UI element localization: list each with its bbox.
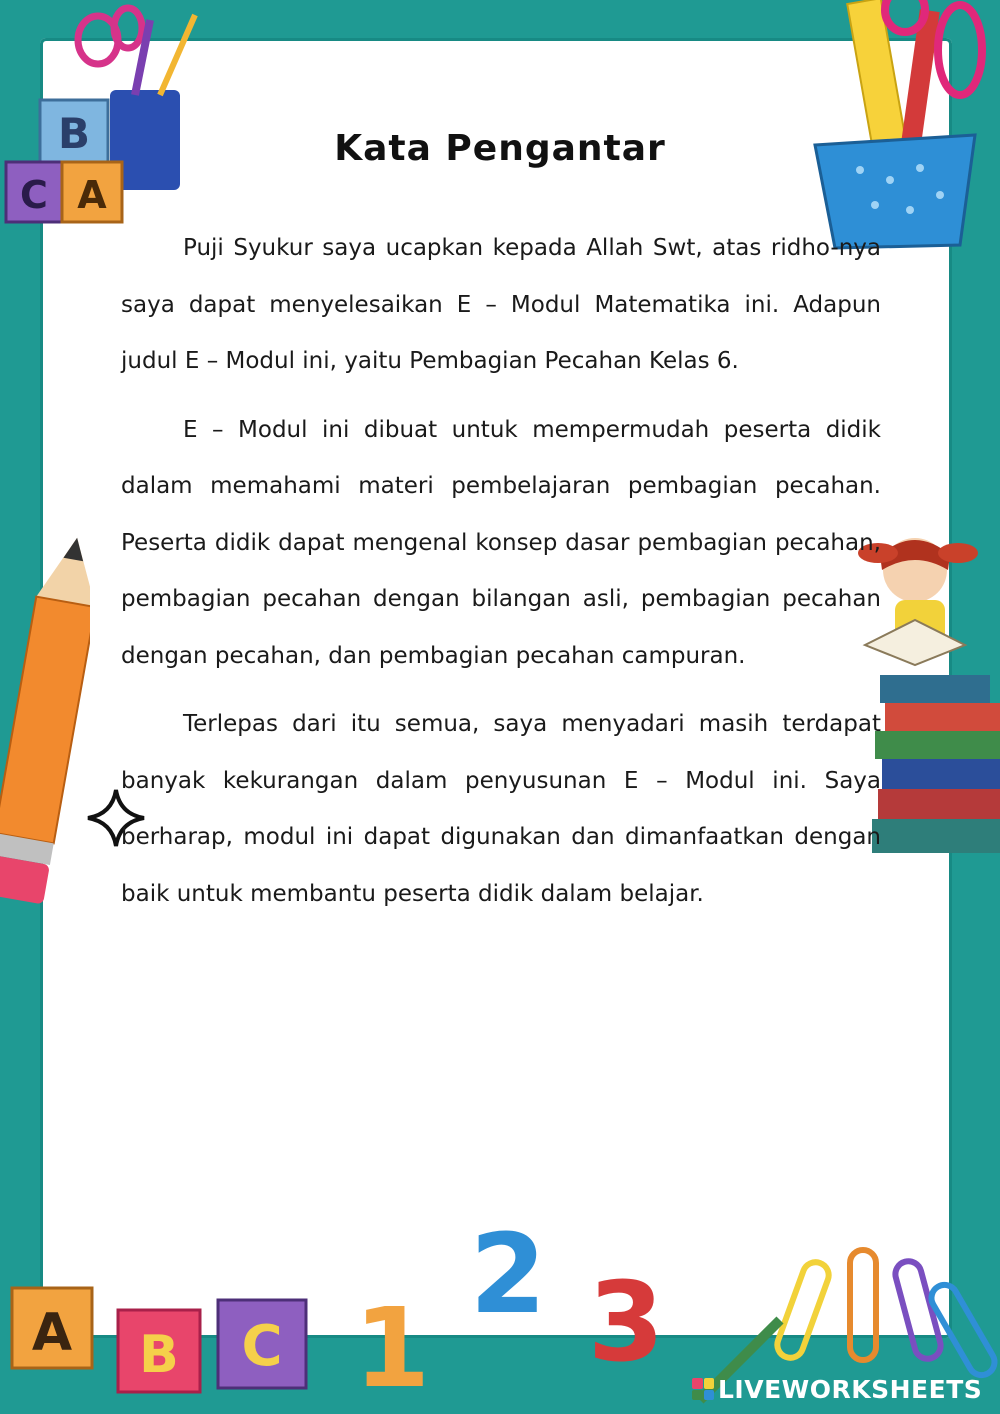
liveworksheets-logo-icon [692, 1378, 714, 1400]
number-two: 2 [469, 1210, 547, 1338]
block-a [62, 162, 122, 222]
block-c [6, 162, 62, 222]
scissors-icon [78, 8, 142, 64]
svg-text:B: B [139, 1325, 179, 1385]
top-left-decoration [0, 0, 230, 240]
pencil-icon [0, 530, 90, 910]
block-bottom-a [12, 1288, 92, 1368]
block-bottom-b [118, 1310, 200, 1392]
liveworksheets-watermark [692, 1374, 982, 1404]
number-three: 3 [587, 1258, 665, 1386]
paragraph: Terlepas dari itu semua, saya menyadari masih terdapat banyak kekurangan dalam penyusunan E – Modul ini. Saya berharap, modul ini dapat digunakan dan dimanfaatkan dengan baik untuk membantu peserta didik dalam belajar. [121, 711, 881, 907]
block-bottom-c [218, 1300, 306, 1388]
paragraph: Puji Syukur saya ucapkan kepada Allah Swt, atas ridho-nya saya dapat menyelesaikan E – Modul Matematika ini. Adapun judul E – Modul ini, yaitu Pembagian Pecahan Kelas 6. [121, 235, 881, 374]
page-title: Kata Pengantar [334, 128, 666, 169]
svg-text:A: A [31, 1303, 73, 1363]
number-one: 1 [353, 1284, 431, 1412]
svg-text:B: B [57, 109, 91, 158]
svg-text:A: A [77, 173, 107, 217]
svg-text:C: C [241, 1314, 283, 1379]
top-right-decoration [800, 0, 1000, 250]
paragraph: E – Modul ini dibuat untuk mempermudah peserta didik dalam memahami materi pembelajaran pembagian pecahan. Peserta didik dapat mengenal konsep dasar pembagian pecahan, pembagian pecahan dengan bilangan asli, pembagian pecahan dengan pecahan, dan pembagian pecahan campuran. [121, 416, 881, 669]
body-text [121, 220, 881, 934]
svg-text:C: C [20, 173, 48, 217]
paperclips-icon [774, 1250, 1000, 1380]
watermark-text: LIVEWORKSHEETS [718, 1374, 983, 1404]
